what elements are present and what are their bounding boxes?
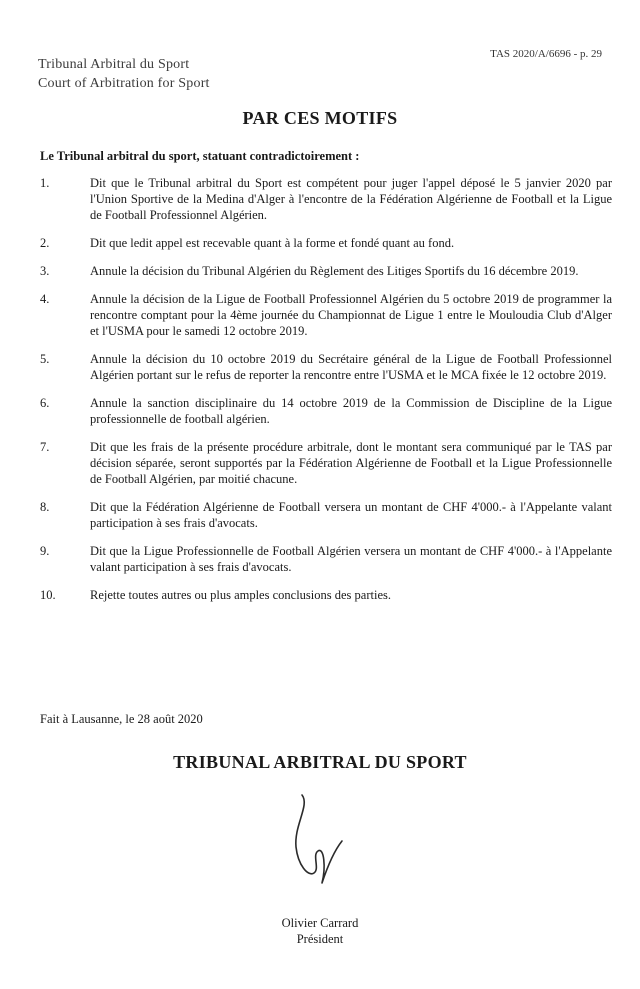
organization-name-fr: Tribunal Arbitral du Sport bbox=[38, 57, 190, 72]
item-number: 2. bbox=[40, 236, 50, 250]
signatory bbox=[0, 915, 640, 947]
place-date: Fait à Lausanne, le 28 août 2020 bbox=[40, 712, 203, 726]
item-number: 9. bbox=[40, 544, 50, 558]
ruling-item bbox=[40, 439, 612, 487]
item-number: 6. bbox=[40, 396, 50, 410]
signature-icon bbox=[280, 785, 360, 895]
item-number: 8. bbox=[40, 500, 50, 514]
item-text: Annule la sanction disciplinaire du 14 octobre 2019 de la Commission de Discipline de la Ligue professionnelle de football algérien. bbox=[90, 396, 612, 426]
footer-title: TRIBUNAL ARBITRAL DU SPORT bbox=[173, 752, 467, 772]
item-number: 4. bbox=[40, 292, 50, 306]
item-number: 7. bbox=[40, 440, 50, 454]
item-number: 3. bbox=[40, 264, 50, 278]
signer-name: Olivier Carrard bbox=[281, 916, 359, 930]
organization-name-en: Court of Arbitration for Sport bbox=[38, 76, 210, 91]
ruling-item bbox=[40, 499, 612, 531]
ruling-item bbox=[40, 351, 612, 383]
item-number: 1. bbox=[40, 176, 50, 190]
item-text: Annule la décision du 10 octobre 2019 du Secrétaire général de la Ligue de Football Professionnel Algérien portant sur le refus de reporter la rencontre entre l'USMA et le MCA fixée le 12 octobre 2019. bbox=[90, 352, 612, 382]
item-number: 10. bbox=[40, 588, 56, 602]
ruling-item bbox=[40, 235, 612, 251]
item-text: Dit que les frais de la présente procédure arbitrale, dont le montant sera communiqué par le TAS par décision séparée, seront supportés par la Fédération Algérienne de Football et la Ligue Professionnelle de Football Algérien, par moitié chacune. bbox=[90, 440, 612, 486]
item-number: 5. bbox=[40, 352, 50, 366]
section-title: PAR CES MOTIFS bbox=[242, 108, 398, 128]
item-text: Dit que ledit appel est recevable quant à la forme et fondé quant au fond. bbox=[90, 236, 455, 250]
ruling-item bbox=[40, 543, 612, 575]
organization-header bbox=[38, 55, 210, 93]
signer-role: Président bbox=[296, 932, 344, 946]
ruling-item bbox=[40, 587, 612, 603]
item-text: Dit que la Fédération Algérienne de Football versera un montant de CHF 4'000.- à l'Appelante valant participation à ses frais d'avocats. bbox=[90, 500, 612, 530]
item-text: Rejette toutes autres ou plus amples conclusions des parties. bbox=[90, 588, 391, 602]
item-text: Dit que le Tribunal arbitral du Sport est compétent pour juger l'appel déposé le 5 janvier 2020 par l'Union Sportive de la Medina d'Alger à l'encontre de la Fédération Algérienne de Football et la Ligue de Football Professionnel Algérien. bbox=[90, 176, 612, 222]
ruling-item bbox=[40, 263, 612, 279]
item-text: Annule la décision du Tribunal Algérien du Règlement des Litiges Sportifs du 16 décembre 2019. bbox=[90, 264, 579, 278]
page-reference: TAS 2020/A/6696 - p. 29 bbox=[490, 48, 602, 60]
ruling-item bbox=[40, 395, 612, 427]
ruling-intro: Le Tribunal arbitral du sport, statuant contradictoirement : bbox=[40, 149, 360, 163]
item-text: Dit que la Ligue Professionnelle de Football Algérien versera un montant de CHF 4'000.- à l'Appelante valant participation à ses frais d'avocats. bbox=[90, 544, 612, 574]
ruling-item bbox=[40, 175, 612, 223]
ruling-list bbox=[40, 175, 612, 615]
ruling-item bbox=[40, 291, 612, 339]
item-text: Annule la décision de la Ligue de Football Professionnel Algérien du 5 octobre 2019 de programmer la rencontre comptant pour la 4ème journée du Championnat de Ligue 1 entre le Mouloudia Club d'Alger et l'USMA pour le samedi 12 octobre 2019. bbox=[90, 292, 612, 338]
